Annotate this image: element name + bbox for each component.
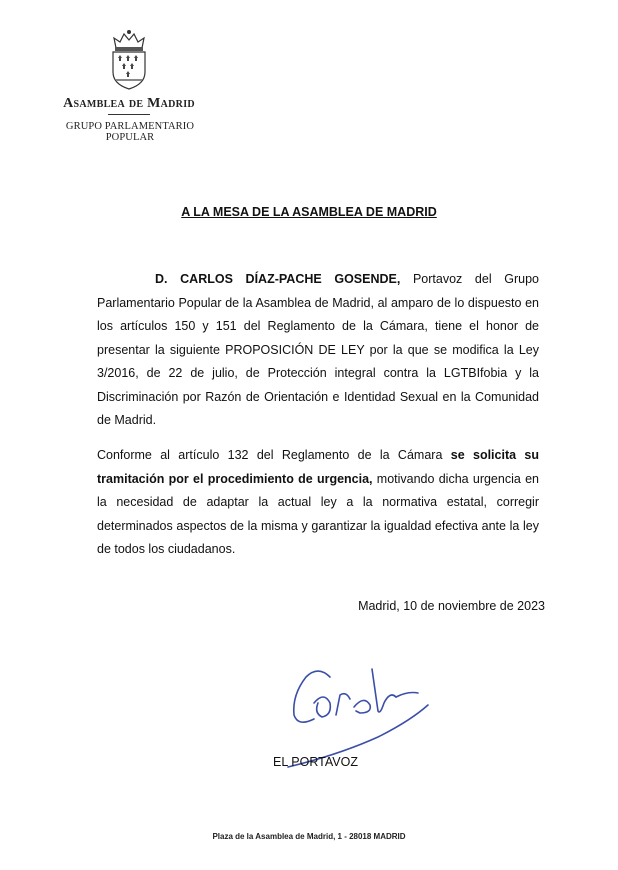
header-divider (108, 114, 150, 115)
body-paragraph-2 (97, 444, 539, 562)
signature-role: EL PORTAVOZ (273, 755, 358, 769)
body-paragraph-1 (97, 268, 539, 433)
paragraph-2-after: motivando dicha urgencia en la necesidad de adaptar la actual ley a la normativa estatal, corregir determinados aspectos de la misma y garantizar la igualdad efectiva ante la ley de todos los ciudadanos. (97, 471, 539, 556)
paragraph-2-emphasis: se solicita su tramitación por el procedimiento de urgencia, (97, 448, 540, 486)
document-date: Madrid, 10 de noviembre de 2023 (358, 599, 545, 613)
assembly-crest-icon (104, 28, 154, 92)
paragraph-1-text: Portavoz del Grupo Parlamentario Popular de la Asamblea de Madrid, al amparo de lo dispuesto en los artículos 150 y 151 del Reglamento de la Cámara, tiene el honor de presentar la siguiente PROPOSICIÓN DE LEY por la que se modifica la Ley 3/2016, de 22 de julio, de Protección integral contra la LGTBIfobia y la Discriminación por Razón de Orientación e Identidad Sexual en la Comunidad de Madrid. (97, 272, 539, 427)
paragraph-2-before: Conforme al artículo 132 del Reglamento de la Cámara (97, 448, 451, 462)
speaker-name: D. CARLOS DÍAZ-PACHE GOSENDE, (155, 272, 401, 286)
group-name: GRUPO PARLAMENTARIO POPULAR (65, 121, 195, 143)
institution-name: Asamblea de Madrid (63, 96, 195, 111)
document-title: A LA MESA DE LA ASAMBLEA DE MADRID (181, 205, 437, 219)
address-footer: Plaza de la Asamblea de Madrid, 1 - 28018 MADRID (212, 832, 406, 841)
